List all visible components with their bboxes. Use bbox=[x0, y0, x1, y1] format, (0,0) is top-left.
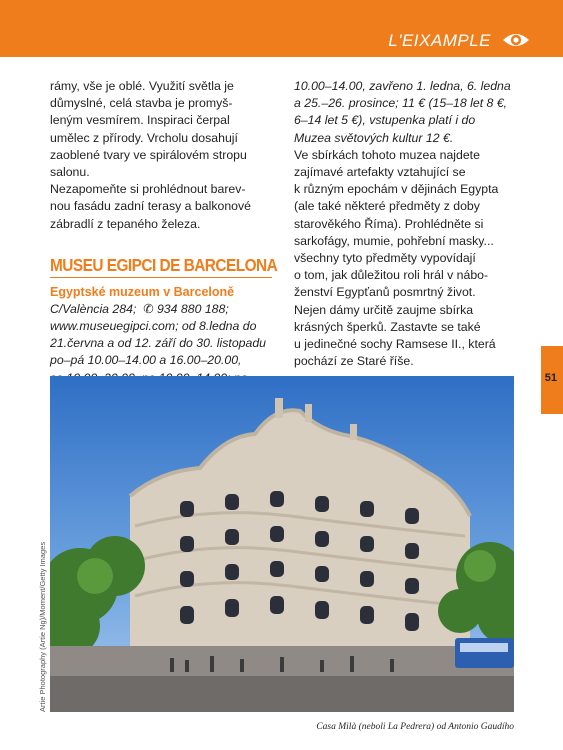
text-line: leným vesmírem. Inspiraci čerpal bbox=[50, 113, 230, 128]
phone-icon: ✆ bbox=[143, 301, 154, 316]
museum-subheading: Egyptské muzeum v Barceloně bbox=[50, 284, 235, 299]
text-line: po–pá 10.00–14.00 a 16.00–20.00, bbox=[50, 353, 242, 368]
left-column bbox=[50, 78, 278, 404]
text-line: Muzea světových kultur 12 €. bbox=[294, 130, 454, 145]
text-line: u jedinečné sochy Ramsese II., která bbox=[294, 337, 496, 352]
text-line: 6–14 let 5 €), vstupenka platí i do bbox=[294, 113, 476, 128]
text-line bbox=[50, 301, 278, 318]
photo-illustration bbox=[50, 376, 514, 712]
text-line: k různým epochám v dějinách Egypta bbox=[294, 182, 499, 197]
text-line: Ve sbírkách tohoto muzea najdete bbox=[294, 147, 480, 162]
section-divider bbox=[50, 277, 272, 278]
text-line: zaoblené tvary ve spirálovém stropu bbox=[50, 147, 247, 162]
text-line: sarkofágy, mumie, pohřební masky... bbox=[294, 233, 494, 248]
text-line: www.museuegipci.com; od 8.ledna do bbox=[50, 319, 257, 334]
section-name: L'EIXAMPLE bbox=[388, 31, 491, 50]
text-line: Nezapomeňte si prohlédnout barev- bbox=[50, 182, 246, 197]
body-paragraph-1 bbox=[50, 78, 278, 181]
text-line: Nejen dámy určitě zaujme sbírka bbox=[294, 302, 474, 317]
page-number: 51 bbox=[544, 372, 557, 384]
text-line: všechny tyto předměty vypovídají bbox=[294, 251, 476, 266]
eye-icon bbox=[501, 30, 531, 50]
text-line: zábradlí z tepaného železa. bbox=[50, 216, 201, 231]
museum-description bbox=[294, 147, 516, 371]
phone-number: 934 880 188; bbox=[156, 301, 229, 316]
section-title: MUSEU EGIPCI DE BARCELONA bbox=[50, 254, 278, 275]
photo-caption: Casa Milà (neboli La Pedrera) od Antonio Gaudího bbox=[316, 722, 514, 732]
text-line: zajímavé artefakty vztahující se bbox=[294, 165, 466, 180]
text-line: o tom, jak důležitou roli hrál v nábo- bbox=[294, 268, 489, 283]
text-line: umělec z přírody. Vrcholu dosahují bbox=[50, 130, 238, 145]
body-paragraph-2 bbox=[50, 181, 278, 233]
text-line: 21.června a od 12. září do 30. listopadu bbox=[50, 336, 267, 351]
text-line: a 25.–26. prosince; 11 € (15–18 let 8 €, bbox=[294, 96, 508, 111]
photo-credit: Artie Photography (Artie Ng)/Moment/Getty Images bbox=[38, 541, 47, 712]
text-line: důmyslné, celá stavba je promyš- bbox=[50, 96, 233, 111]
text-line: ženství Egypťanů posmrtný život. bbox=[294, 285, 476, 300]
text-line: rámy, vše je oblé. Využití světla je bbox=[50, 79, 234, 93]
address-text: C/València 284; bbox=[50, 301, 137, 316]
museum-info-continued bbox=[294, 78, 516, 147]
text-line: krásných šperků. Zastavte se také bbox=[294, 319, 481, 334]
text-line: starověkého Říma). Prohlédněte si bbox=[294, 216, 484, 231]
right-column bbox=[294, 78, 516, 370]
text-line: pochází ze Staré říše. bbox=[294, 354, 414, 369]
casa-mila-photo bbox=[50, 376, 514, 712]
text-line: nou fasádu zadní terasy a balkonové bbox=[50, 199, 251, 214]
text-line: 10.00–14.00, zavřeno 1. ledna, 6. ledna bbox=[294, 79, 511, 93]
text-line: salonu. bbox=[50, 165, 90, 180]
text-line: (ale také některé předměty z doby bbox=[294, 199, 480, 214]
